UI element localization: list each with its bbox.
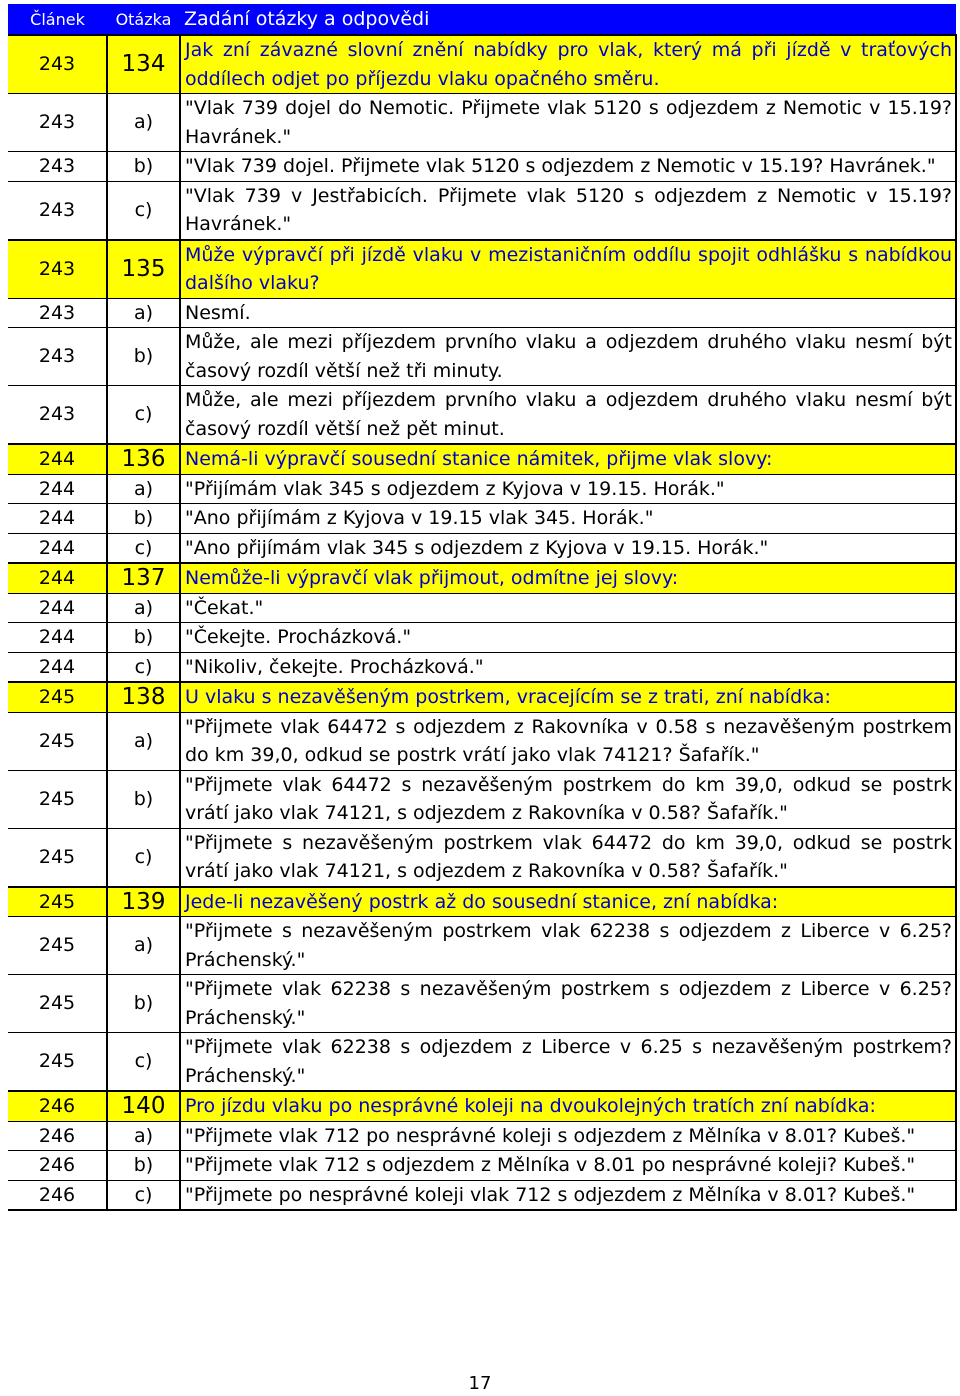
question-number-cell: 135 [107,240,180,299]
header-article: Článek [8,4,107,35]
answer-text-cell: "Přijmete s nezavěšeným postrkem vlak 62238 s odjezdem z Liberce v 6.25? Práchenský." [180,917,956,975]
answer-row [8,152,956,182]
article-cell: 245 [8,887,107,917]
answer-option-cell: b) [107,328,180,386]
answer-text-cell: "Přijmete vlak 62238 s nezavěšeným postrkem s odjezdem z Liberce v 6.25? Práchenský." [180,975,956,1033]
article-cell: 244 [8,623,107,653]
answer-option-cell: a) [107,1121,180,1151]
answer-row [8,1180,956,1210]
answer-row [8,975,956,1033]
answer-row [8,712,956,770]
question-row [8,444,956,474]
answer-option-cell: b) [107,152,180,182]
answer-row [8,298,956,328]
answer-option-cell: c) [107,533,180,563]
article-cell: 245 [8,770,107,828]
page-number: 17 [468,1373,492,1394]
answer-option-cell: b) [107,623,180,653]
article-cell: 243 [8,94,107,152]
article-cell: 245 [8,975,107,1033]
answer-text-cell: "Ano přijímám vlak 345 s odjezdem z Kyjova v 19.15. Horák." [180,533,956,563]
answer-text-cell: "Vlak 739 dojel. Přijmete vlak 5120 s odjezdem z Nemotic v 15.19? Havránek." [180,152,956,182]
article-cell: 243 [8,298,107,328]
table-body [8,35,956,1210]
question-number-cell: 137 [107,563,180,593]
answer-text-cell: "Přijmete vlak 712 po nesprávné koleji s odjezdem z Mělníka v 8.01? Kubeš." [180,1121,956,1151]
answer-option-cell: c) [107,652,180,682]
answer-row [8,1151,956,1181]
question-row [8,682,956,712]
article-cell: 243 [8,181,107,240]
article-cell: 243 [8,35,107,94]
answer-option-cell: a) [107,94,180,152]
article-cell: 243 [8,328,107,386]
answer-option-cell: b) [107,975,180,1033]
question-text-cell: Nemůže-li výpravčí vlak přijmout, odmítne jej slovy: [180,563,956,593]
answer-option-cell: c) [107,386,180,445]
question-text-cell: Jak zní závazné slovní znění nabídky pro vlak, který má při jízdě v traťových oddílech odjet po příjezdu vlaku opačného směru. [180,35,956,94]
article-cell: 246 [8,1121,107,1151]
answer-row [8,593,956,623]
answer-option-cell: a) [107,917,180,975]
answer-option-cell: a) [107,298,180,328]
question-row [8,35,956,94]
question-text-cell: Nemá-li výpravčí sousední stanice námitek, přijme vlak slovy: [180,444,956,474]
article-cell: 244 [8,593,107,623]
answer-text-cell: Může, ale mezi příjezdem prvního vlaku a odjezdem druhého vlaku nesmí být časový rozdíl větší než tři minuty. [180,328,956,386]
question-row [8,887,956,917]
article-cell: 243 [8,152,107,182]
answer-text-cell: "Přijímám vlak 345 s odjezdem z Kyjova v 19.15. Horák." [180,474,956,504]
answer-row [8,504,956,534]
question-number-cell: 136 [107,444,180,474]
answer-row [8,623,956,653]
answer-option-cell: b) [107,770,180,828]
question-row [8,1091,956,1121]
question-row [8,240,956,299]
answer-text-cell: "Ano přijímám z Kyjova v 19.15 vlak 345. Horák." [180,504,956,534]
question-number-cell: 140 [107,1091,180,1121]
answer-row [8,94,956,152]
answer-text-cell: "Čekejte. Procházková." [180,623,956,653]
article-cell: 245 [8,828,107,887]
answer-text-cell: Nesmí. [180,298,956,328]
article-cell: 244 [8,444,107,474]
answer-row [8,652,956,682]
answer-row [8,1121,956,1151]
answer-option-cell: c) [107,1033,180,1092]
question-text-cell: Pro jízdu vlaku po nesprávné koleji na dvoukolejných tratích zní nabídka: [180,1091,956,1121]
answer-option-cell: c) [107,828,180,887]
question-text-cell: U vlaku s nezavěšeným postrkem, vracejícím se z trati, zní nabídka: [180,682,956,712]
article-cell: 245 [8,917,107,975]
answer-text-cell: Může, ale mezi příjezdem prvního vlaku a odjezdem druhého vlaku nesmí být časový rozdíl větší než pět minut. [180,386,956,445]
answer-row [8,917,956,975]
article-cell: 244 [8,474,107,504]
answer-text-cell: "Vlak 739 v Jestřabicích. Přijmete vlak 5120 s odjezdem z Nemotic v 15.19? Havránek." [180,181,956,240]
article-cell: 245 [8,682,107,712]
answer-row [8,181,956,240]
answer-text-cell: "Vlak 739 dojel do Nemotic. Přijmete vlak 5120 s odjezdem z Nemotic v 15.19? Havránek." [180,94,956,152]
question-number-cell: 139 [107,887,180,917]
article-cell: 244 [8,563,107,593]
answer-row [8,533,956,563]
question-text-cell: Může výpravčí při jízdě vlaku v mezistaničním oddílu spojit odhlášku s nabídkou dalšího vlaku? [180,240,956,299]
answer-text-cell: "Přijmete vlak 62238 s odjezdem z Liberce v 6.25 s nezavěšeným postrkem? Práchenský." [180,1033,956,1092]
question-number-cell: 138 [107,682,180,712]
answer-row [8,1033,956,1092]
answer-text-cell: "Přijmete vlak 64472 s odjezdem z Rakovníka v 0.58 s nezavěšeným postrkem do km 39,0, odkud se postrk vrátí jako vlak 74121? Šafařík." [180,712,956,770]
question-number-cell: 134 [107,35,180,94]
question-row [8,563,956,593]
article-cell: 244 [8,533,107,563]
article-cell: 245 [8,1033,107,1092]
table-header [8,4,956,35]
answer-option-cell: c) [107,181,180,240]
answer-option-cell: b) [107,504,180,534]
answer-text-cell: "Přijmete vlak 712 s odjezdem z Mělníka v 8.01 po nesprávné koleji? Kubeš." [180,1151,956,1181]
question-text-cell: Jede-li nezavěšený postrk až do sousední stanice, zní nabídka: [180,887,956,917]
answer-text-cell: "Přijmete po nesprávné koleji vlak 712 s odjezdem z Mělníka v 8.01? Kubeš." [180,1180,956,1210]
answer-option-cell: b) [107,1151,180,1181]
article-cell: 245 [8,712,107,770]
question-table [8,4,957,1211]
answer-row [8,474,956,504]
answer-option-cell: a) [107,474,180,504]
answer-option-cell: c) [107,1180,180,1210]
answer-row [8,770,956,828]
answer-text-cell: "Přijmete vlak 64472 s nezavěšeným postrkem do km 39,0, odkud se postrk vrátí jako vlak 74121, s odjezdem z Rakovníka v 0.58? Šafařík." [180,770,956,828]
answer-text-cell: "Čekat." [180,593,956,623]
header-question: Otázka [107,4,180,35]
answer-row [8,828,956,887]
answer-text-cell: "Přijmete s nezavěšeným postrkem vlak 64472 do km 39,0, odkud se postrk vrátí jako vlak 74121, s odjezdem z Rakovníka v 0.58? Šafařík." [180,828,956,887]
header-text: Zadání otázky a odpovědi [180,4,956,35]
article-cell: 244 [8,504,107,534]
answer-row [8,328,956,386]
answer-option-cell: a) [107,712,180,770]
article-cell: 244 [8,652,107,682]
answer-option-cell: a) [107,593,180,623]
article-cell: 243 [8,240,107,299]
answer-row [8,386,956,445]
article-cell: 246 [8,1151,107,1181]
article-cell: 243 [8,386,107,445]
article-cell: 246 [8,1091,107,1121]
answer-text-cell: "Nikoliv, čekejte. Procházková." [180,652,956,682]
article-cell: 246 [8,1180,107,1210]
